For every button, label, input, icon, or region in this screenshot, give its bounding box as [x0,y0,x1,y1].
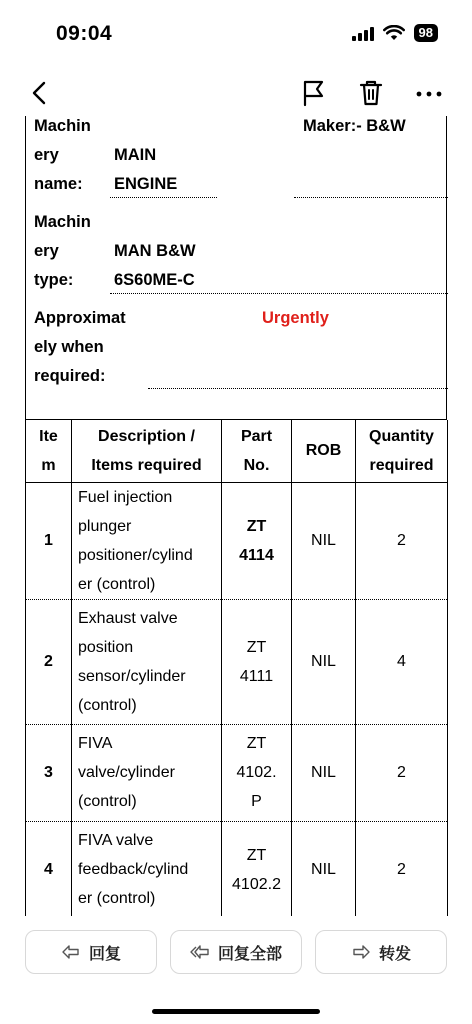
label-line: Machin [34,117,91,135]
item-rob: NIL [292,724,356,821]
desc-line: valve/cylinder [78,764,175,781]
desc-line: position [78,638,134,656]
approx-required-underline [148,388,448,389]
requisition-form [25,116,447,420]
part-line: P [251,793,262,810]
desc-line: feedback/cylind [78,861,189,878]
part-line: 4102.2 [232,875,281,893]
item-part-no [222,482,292,599]
machinery-name-label [34,116,91,199]
header-rob [292,420,356,482]
trash-icon [356,76,386,110]
machinery-type-label [34,208,91,295]
part-line: ZT [246,735,267,752]
desc-line: plunger [78,517,132,535]
part-line: 4111 [239,667,274,685]
desc-line: Exhaust valve [78,609,178,627]
item-quantity: 2 [356,724,448,821]
item-rob: NIL [292,482,356,599]
label-line: Machin [34,213,91,231]
approx-required-value: Urgently [262,309,329,327]
items-table [25,420,448,916]
desc-line: positioner/cylind [78,546,193,564]
header-line: ROB [305,442,342,460]
machinery-type-underline [110,293,448,294]
more-button[interactable] [412,76,446,110]
part-line: ZT [246,846,267,864]
item-quantity: 2 [356,482,448,599]
desc-line: sensor/cylinder [78,667,186,685]
desc-line: FIVA valve [78,832,154,849]
label-line: ery [34,146,59,164]
item-description [72,724,222,821]
header-line: No. [243,456,270,474]
action-bar [0,930,472,974]
status-icons [352,24,438,42]
cellular-signal-icon [352,26,374,41]
desc-line: Fuel injection [78,488,173,506]
desc-line: er (control) [78,890,156,907]
desc-line: (control) [78,793,137,810]
table-header-row [26,420,448,482]
item-rob: NIL [292,821,356,916]
item-description [72,599,222,724]
part-line: 4102. [236,764,277,781]
header-part-no [222,420,292,482]
battery-indicator: 98 [414,24,438,42]
item-quantity: 4 [356,599,448,724]
more-icon [412,76,446,110]
label-line: ery [34,242,59,260]
value-line: ENGINE [114,175,178,193]
item-number: 4 [26,821,72,916]
forward-button[interactable] [315,930,447,974]
table-row [26,821,448,916]
label-line: Approximat [34,309,126,327]
item-description [72,821,222,916]
nav-bar [0,70,472,116]
machinery-name-underline [110,197,217,198]
delete-button[interactable] [356,76,386,110]
maker-underline [294,197,448,198]
item-number: 1 [26,482,72,599]
item-part-no [222,599,292,724]
value-line: MAIN [114,146,157,164]
header-description [72,420,222,482]
maker-label: Maker:- B&W [303,117,406,135]
machinery-type-value [114,237,196,295]
header-line: Part [240,427,273,445]
label-line: ely when [34,338,104,356]
part-line: ZT [246,517,267,535]
item-number: 2 [26,599,72,724]
desc-line: er (control) [78,575,156,593]
forward-icon [351,942,371,962]
header-line: required [369,456,434,474]
item-part-no [222,821,292,916]
chevron-left-icon [26,76,56,110]
value-line: 6S60ME-C [114,271,195,289]
forward-label: 转发 [378,945,411,963]
machinery-name-value [114,141,177,199]
reply-button[interactable] [25,930,157,974]
item-number: 3 [26,724,72,821]
part-line: 4114 [239,546,274,564]
label-line: required: [34,367,106,385]
approx-required-label [34,304,126,391]
back-button[interactable] [26,76,56,110]
desc-line: FIVA [78,735,113,752]
reply-all-button[interactable] [170,930,302,974]
header-item [26,420,72,482]
table-row [26,724,448,821]
part-line: ZT [246,638,267,656]
item-part-no [222,724,292,821]
table-row [26,482,448,599]
home-indicator[interactable] [152,1009,320,1014]
reply-all-label: 回复全部 [217,945,282,963]
flag-icon [298,76,328,110]
reply-all-icon [190,942,210,962]
header-line: Items required [91,456,202,474]
wifi-icon [383,25,405,41]
header-line: m [41,456,56,474]
item-rob: NIL [292,599,356,724]
reply-icon [61,942,81,962]
value-line: MAN B&W [114,242,196,260]
header-line: Ite [39,427,58,445]
flag-button[interactable] [298,76,328,110]
desc-line: (control) [78,696,137,714]
label-line: name: [34,175,83,193]
item-description [72,482,222,599]
header-line: Description / [98,427,195,445]
header-line: Quantity [369,427,434,445]
item-quantity: 2 [356,821,448,916]
status-time: 09:04 [56,22,113,45]
header-quantity [356,420,448,482]
label-line: type: [34,271,74,289]
table-row [26,599,448,724]
status-bar [0,0,472,70]
reply-label: 回复 [88,945,121,963]
email-body[interactable] [0,116,472,916]
